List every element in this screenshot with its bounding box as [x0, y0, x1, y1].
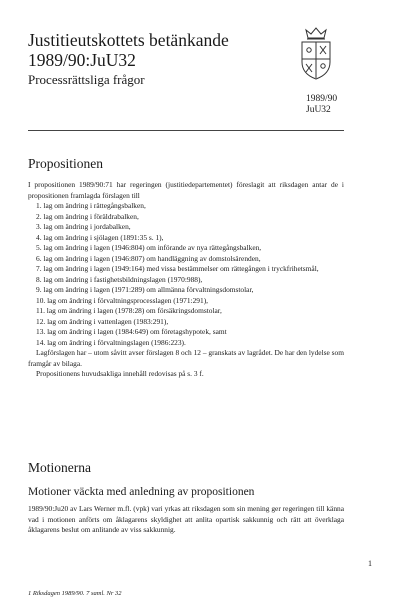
document-subtitle: Processrättsliga frågor [28, 72, 145, 87]
list-item: 14. lag om ändring i förvaltningslagen (1986:223). [36, 337, 186, 347]
motion-paragraph [28, 504, 344, 536]
summary-note: Propositionens huvudsakliga innehåll redovisas på s. 3 f. [36, 369, 204, 378]
subsection-heading-motions: Motioner väckta med anledning av propositionen [28, 486, 255, 498]
proposition-intro-text: I propositionen 1989/90:71 har regeringen (justitiedepartementet) föreslagit att riksdagen antar de i propositionen framlagda förslagen till [28, 180, 344, 200]
list-item: 1. lag om ändring i rättegångsbalken, [36, 201, 146, 210]
proposition-intro [28, 180, 344, 201]
section-heading-motionerna: Motionerna [28, 460, 91, 475]
page-number: 1 [368, 559, 372, 568]
list-item: 3. lag om ändring i jordabalken, [36, 222, 131, 231]
list-item: 7. lag om ändring i lagen (1949:164) med vissa bestämmelser om rättegången i tryckfrihetsmål, [36, 264, 319, 273]
list-item: 12. lag om ändring i vattenlagen (1983:291), [36, 316, 169, 326]
list-item: 10. lag om ändring i förvaltningsprocesslagen (1971:291), [36, 295, 209, 305]
list-item: 9. lag om ändring i lagen (1971:289) om allmänna förvaltningsdomstolar, [36, 285, 254, 294]
motion-text: 1989/90:Ju20 av Lars Werner m.fl. (vpk) vari yrkas att riksdagen som sin mening ger regeringen till känna vad i motionen anförts om åklagarens skyldighet att anlita opartisk sakkunnig och rätt att överklaga åklagarens beslut om anlitande av viss sakkunnig. [28, 504, 344, 534]
review-note: Lagförslagen har – utom såvitt avser förslagen 8 och 12 – granskats av lagrådet. De har den lydelse som framgår av bilaga. [28, 348, 344, 368]
list-item: 8. lag om ändring i fastighetsbildningslagen (1970:988), [36, 274, 203, 284]
list-item: 13. lag om ändring i lagen (1984:649) om företagshypotek, samt [36, 327, 227, 336]
list-item: 6. lag om ändring i lagen (1946:807) om handläggning av domstolsärenden, [36, 253, 261, 263]
document-reference: 1989/90:JuU32 [28, 50, 136, 70]
side-reference-code: JuU32 [306, 105, 331, 115]
side-reference [306, 94, 337, 116]
list-item: 5. lag om ändring i lagen (1946:804) om införande av nya rättegångsbalken, [36, 243, 262, 252]
page-footer: 1 Riksdagen 1989/90. 7 saml. Nr 32 [28, 590, 122, 597]
coat-of-arms-icon [298, 26, 334, 82]
list-item: 4. lag om ändring i sjölagen (1891:35 s. 1), [36, 232, 164, 242]
document-title: Justitieutskottets betänkande [28, 30, 229, 50]
side-reference-year: 1989/90 [306, 94, 338, 104]
list-item: 11. lag om ändring i lagen (1978:28) om försäkringsdomstolar, [36, 306, 222, 315]
section-heading-propositionen: Propositionen [28, 156, 104, 171]
header-divider [28, 130, 344, 131]
list-item: 2. lag om ändring i föräldrabalken, [36, 211, 139, 221]
proposal-list [28, 201, 344, 380]
